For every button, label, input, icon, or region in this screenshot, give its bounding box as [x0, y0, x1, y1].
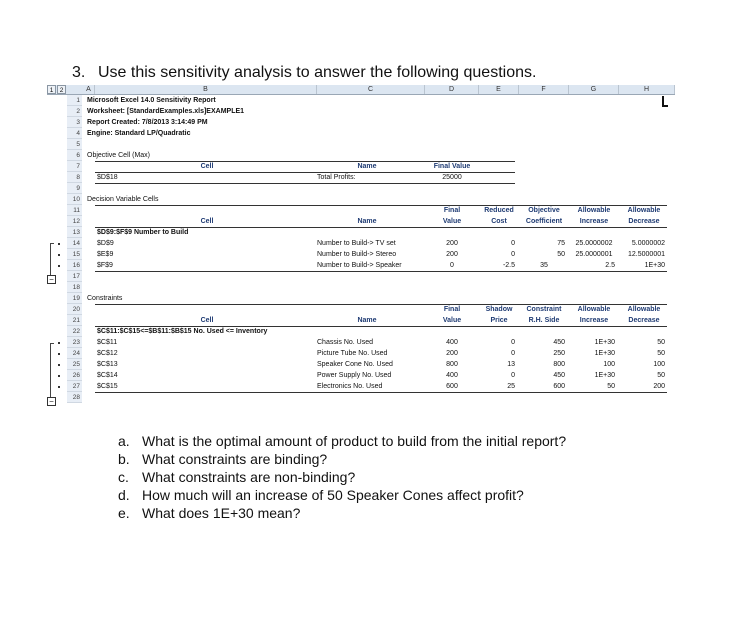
variable-cell-ref: $E$9: [97, 251, 114, 258]
constraint-allowable-decrease: 50: [657, 372, 665, 379]
constraint-name: Picture Tube No. Used: [317, 350, 388, 357]
outline-dot: [58, 364, 60, 366]
row-header[interactable]: 25: [67, 359, 82, 370]
question-item: [118, 432, 566, 450]
row-header[interactable]: 5: [67, 139, 82, 150]
question-text: Use this sensitivity analysis to answer the following questions.: [98, 64, 537, 81]
objective-header-final: Final Value: [433, 163, 471, 170]
variables-header-reduced-top: Reduced: [484, 207, 514, 214]
variables-group-label: $D$9:$F$9 Number to Build: [97, 229, 189, 236]
constraints-header-cell: Cell: [200, 317, 214, 324]
row-header[interactable]: 7: [67, 161, 82, 172]
column-header-g[interactable]: G: [569, 85, 619, 94]
objective-header-name: Name: [357, 163, 377, 170]
row-header[interactable]: 23: [67, 337, 82, 348]
variable-allowable-decrease: 1E+30: [644, 262, 665, 269]
variable-allowable-decrease: 5.0000002: [631, 240, 665, 247]
row-header[interactable]: 26: [67, 370, 82, 381]
outline-group-tick: [50, 243, 54, 244]
question-letter: d.: [118, 487, 130, 503]
variable-reduced-cost: 0: [511, 251, 515, 258]
constraints-header-decrease-top: Allowable: [627, 306, 661, 313]
report-title: Microsoft Excel 14.0 Sensitivity Report: [87, 97, 216, 104]
constraint-allowable-decrease: 50: [657, 350, 665, 357]
variable-allowable-increase: 25.0000001: [575, 251, 613, 258]
constraint-cell-ref: $C$11: [97, 339, 118, 346]
constraint-shadow-price: 0: [511, 350, 515, 357]
constraint-rhs: 250: [553, 350, 565, 357]
variables-header-objective-top: Objective: [528, 207, 560, 214]
row-header[interactable]: 21: [67, 315, 82, 326]
row-header[interactable]: 15: [67, 249, 82, 260]
row-header[interactable]: 16: [67, 260, 82, 271]
column-header-h[interactable]: H: [619, 85, 675, 94]
constraint-rhs: 450: [553, 372, 565, 379]
question-letter: b.: [118, 451, 130, 467]
constraint-allowable-increase: 50: [607, 383, 615, 390]
variables-header-name: Name: [357, 218, 377, 225]
question-letter: e.: [118, 505, 130, 521]
constraint-cell-ref: $C$14: [97, 372, 118, 379]
constraint-allowable-increase: 100: [603, 361, 615, 368]
question-item: [118, 468, 566, 486]
variable-cell-ref: $D$9: [97, 240, 114, 247]
row-header[interactable]: 9: [67, 183, 82, 194]
objective-section-label: Objective Cell (Max): [87, 152, 151, 159]
row-header[interactable]: 10: [67, 194, 82, 205]
column-header-d[interactable]: D: [425, 85, 479, 94]
outline-dot: [58, 342, 60, 344]
constraint-shadow-price: 25: [507, 383, 515, 390]
variable-name: Number to Build-> Stereo: [317, 251, 397, 258]
constraint-final-value: 600: [446, 383, 458, 390]
collapse-variables-button[interactable]: −: [47, 275, 56, 284]
row-header[interactable]: 8: [67, 172, 82, 183]
constraint-shadow-price: 0: [511, 372, 515, 379]
constraint-rhs: 450: [553, 339, 565, 346]
constraint-cell-ref: $C$12: [97, 350, 118, 357]
variables-header-increase-top: Allowable: [577, 207, 611, 214]
constraint-allowable-decrease: 50: [657, 339, 665, 346]
objective-bottom-rule: [95, 183, 515, 184]
constraint-final-value: 800: [446, 361, 458, 368]
question-item-text: How much will an increase of 50 Speaker Cones affect profit?: [142, 487, 524, 503]
constraint-name: Electronics No. Used: [317, 383, 383, 390]
row-header[interactable]: 18: [67, 282, 82, 293]
variable-name: Number to Build-> TV set: [317, 240, 396, 247]
variable-cell-ref: $F$9: [97, 262, 113, 269]
question-number: 3.: [72, 64, 86, 81]
report-worksheet: Worksheet: [StandardExamples.xls]EXAMPLE1: [87, 108, 245, 115]
variable-allowable-increase: 2.5: [605, 262, 615, 269]
constraint-shadow-price: 13: [507, 361, 515, 368]
question-item-text: What constraints are non-binding?: [142, 469, 356, 485]
objective-header-cell: Cell: [200, 163, 214, 170]
row-header[interactable]: 28: [67, 392, 82, 403]
outline-dot: [58, 265, 60, 267]
variable-reduced-cost: -2.5: [502, 262, 515, 269]
corner-bracket-mark: [662, 96, 668, 107]
variable-final-value: 0: [450, 262, 454, 269]
row-header[interactable]: 20: [67, 304, 82, 315]
constraint-rhs: 600: [553, 383, 565, 390]
row-header[interactable]: 22: [67, 326, 82, 337]
constraint-name: Power Supply No. Used: [317, 372, 392, 379]
variables-header-objective: Coefficient: [525, 218, 563, 225]
variables-header-final: Value: [442, 218, 462, 225]
constraint-cell-ref: $C$15: [97, 383, 118, 390]
constraints-section-label: Constraints: [87, 295, 123, 302]
variables-header-final-top: Final: [443, 207, 461, 214]
row-header[interactable]: 12: [67, 216, 82, 227]
row-header[interactable]: 3: [67, 117, 82, 128]
column-header-e[interactable]: E: [479, 85, 519, 94]
row-header[interactable]: 11: [67, 205, 82, 216]
column-header-b[interactable]: B: [95, 85, 317, 94]
constraint-allowable-increase: 1E+30: [594, 339, 615, 346]
question-item: [118, 450, 566, 468]
row-header[interactable]: 14: [67, 238, 82, 249]
constraints-header-final: Value: [442, 317, 462, 324]
variable-allowable-increase: 25.0000002: [575, 240, 613, 247]
objective-name: Total Profits:: [317, 174, 356, 181]
outline-group-tick: [50, 343, 54, 344]
variables-header-decrease: Decrease: [628, 218, 660, 225]
row-header[interactable]: 24: [67, 348, 82, 359]
variables-header-cell: Cell: [200, 218, 214, 225]
question-letter: c.: [118, 469, 129, 485]
constraints-bottom-rule: [95, 392, 667, 393]
variable-name: Number to Build-> Speaker: [317, 262, 402, 269]
variable-objective-coefficient: 75: [557, 240, 565, 247]
row-header[interactable]: 2: [67, 106, 82, 117]
question-item: [118, 486, 566, 504]
row-header[interactable]: 27: [67, 381, 82, 392]
constraint-shadow-price: 0: [511, 339, 515, 346]
question-letter: a.: [118, 433, 130, 449]
column-header-a[interactable]: A: [83, 85, 95, 94]
constraints-header-increase-top: Allowable: [577, 306, 611, 313]
constraint-name: Speaker Cone No. Used: [317, 361, 393, 368]
outline-group-line-constraints: [50, 343, 51, 402]
constraints-header-decrease: Decrease: [628, 317, 660, 324]
question-item-text: What does 1E+30 mean?: [142, 505, 301, 521]
row-header[interactable]: 17: [67, 271, 82, 282]
row-header[interactable]: 19: [67, 293, 82, 304]
constraint-allowable-increase: 1E+30: [594, 350, 615, 357]
objective-cell-ref: $D$18: [97, 174, 118, 181]
constraints-header-final-top: Final: [443, 306, 461, 313]
constraint-name: Chassis No. Used: [317, 339, 374, 346]
outline-dot: [58, 243, 60, 245]
row-header[interactable]: 13: [67, 227, 82, 238]
question-item-text: What is the optimal amount of product to build from the initial report?: [142, 433, 567, 449]
constraints-header-shadow-top: Shadow: [485, 306, 513, 313]
question-item: [118, 504, 566, 522]
question-list: [118, 432, 566, 522]
constraint-cell-ref: $C$13: [97, 361, 118, 368]
constraint-final-value: 400: [446, 372, 458, 379]
constraints-header-name: Name: [357, 317, 377, 324]
question-heading: [72, 64, 536, 82]
variables-header-increase: Increase: [579, 218, 609, 225]
row-header[interactable]: 6: [67, 150, 82, 161]
collapse-constraints-button[interactable]: −: [47, 397, 56, 406]
outline-level-2-button[interactable]: 2: [57, 85, 66, 94]
variables-bottom-rule: [95, 271, 667, 272]
column-header-c[interactable]: C: [317, 85, 425, 94]
variables-header-decrease-top: Allowable: [627, 207, 661, 214]
variable-final-value: 200: [446, 251, 458, 258]
row-header[interactable]: 1: [67, 95, 82, 106]
variable-reduced-cost: 0: [511, 240, 515, 247]
constraints-header-rhs: R.H. Side: [528, 317, 560, 324]
outline-level-1-button[interactable]: 1: [47, 85, 56, 94]
constraint-rhs: 800: [553, 361, 565, 368]
variable-objective-coefficient: 35: [540, 262, 548, 269]
outline-dot: [58, 386, 60, 388]
constraints-header-increase: Increase: [579, 317, 609, 324]
outline-dot: [58, 254, 60, 256]
variables-section-label: Decision Variable Cells: [87, 196, 159, 203]
variable-objective-coefficient: 50: [557, 251, 565, 258]
column-header-f[interactable]: F: [519, 85, 569, 94]
row-header[interactable]: 4: [67, 128, 82, 139]
report-created: Report Created: 7/8/2013 3:14:49 PM: [87, 119, 208, 126]
report-engine: Engine: Standard LP/Quadratic: [87, 130, 191, 137]
question-item-text: What constraints are binding?: [142, 451, 328, 467]
objective-final-value: 25000: [442, 174, 462, 181]
variables-header-reduced: Cost: [491, 218, 507, 225]
spreadsheet-image: [47, 85, 675, 411]
constraints-group-label: $C$11:$C$15<=$B$11:$B$15 No. Used <= Inventory: [97, 328, 268, 335]
constraint-allowable-increase: 1E+30: [594, 372, 615, 379]
outline-dot: [58, 375, 60, 377]
variable-final-value: 200: [446, 240, 458, 247]
variable-allowable-decrease: 12.5000001: [628, 251, 665, 258]
constraint-final-value: 200: [446, 350, 458, 357]
constraint-allowable-decrease: 100: [653, 361, 665, 368]
constraints-header-shadow: Price: [490, 317, 508, 324]
constraint-final-value: 400: [446, 339, 458, 346]
constraint-allowable-decrease: 200: [653, 383, 665, 390]
outline-dot: [58, 353, 60, 355]
constraints-header-constraint-top: Constraint: [526, 306, 562, 313]
